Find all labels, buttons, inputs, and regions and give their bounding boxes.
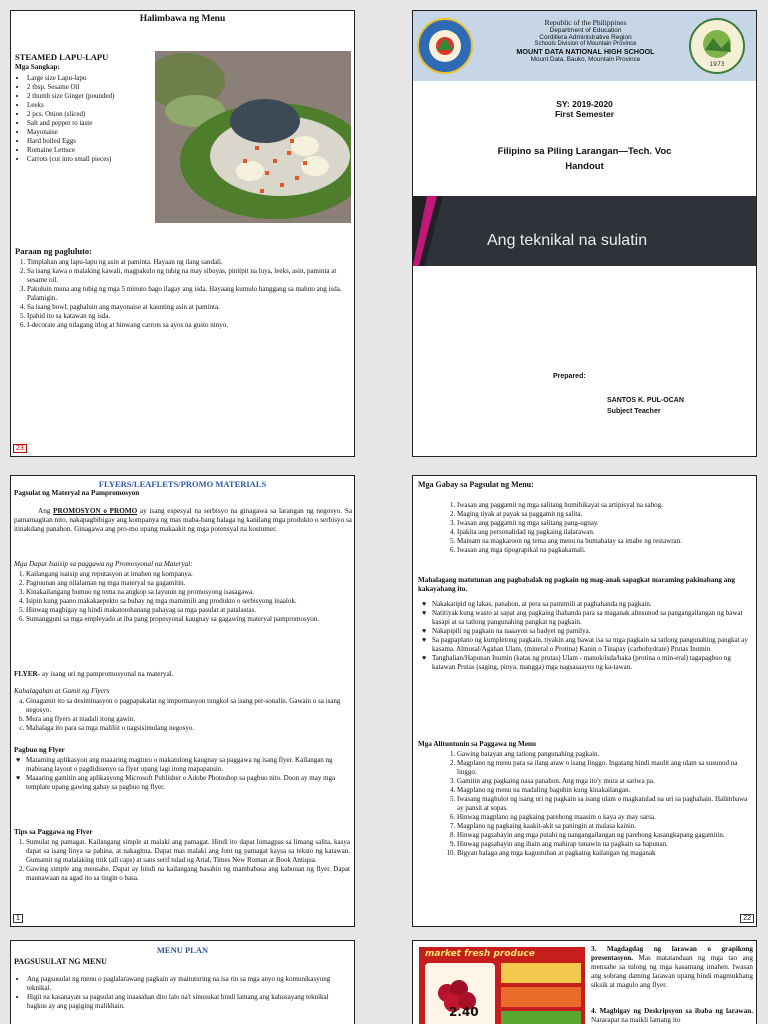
step-item: 6. I-decorate ang nilagang itlog at hinwang carrots sa ayos na gusto ninyo. [27,321,343,330]
school-name: MOUNT DATA NATIONAL HIGH SCHOOL [516,47,655,56]
ingredient-item: • Large size Lapu-lapu [27,74,163,83]
department-line: Department of Education [549,27,622,34]
important-item: ♥ Nakakatipid ng lakas, panahon, at pera sa pamimili at paghahanda ng pagkain. [432,600,753,609]
rules-label: Mga Alituntunin sa Paggawa ng Menu [418,740,537,748]
tip-3-text: Mas matatandaan ng mga tao ang mensahe sa tulong ng mga kasamang imahen. Iwasan ang sobrang daming larawan upang hindi magmukhang siksik at magulo ang flyer. [591,954,754,989]
important-label: Mahalagang matutunan ang pagbabalak ng pagkain ng mag-anak sapagkat maraming pakinabang ang kakayahang ito. [418,576,735,593]
use-item: c. Mahalaga ito para sa mga maliliit o nagsisimulang negosyo. [26,724,350,733]
school-address: Mount Data, Bauko, Mountain Province [530,56,641,63]
ingredient-item: • Leeks [27,101,163,110]
consider-list [12,570,350,624]
tip-item: 1. Sumulat ng pamagat. Kailangang simple at malaki ang pamagat. Hindi ito dapat lumagpas sa limang salita, kasya dapat sa isang linya sa pahina, at nakagitna. Dapat mas malaki ang font ng pamagat kaysa sa teksto ng katawan. Gumamit ng malalaking titik (all caps) at sans serif tulad ng Arial, Times New Roman at Book Antiqua. [26,838,350,865]
ingredients-label: Mga Sangkap: [15,63,60,71]
flyer-def-text: - ay isang uri ng pampromosyonal na materyal. [37,670,174,678]
use-item: b. Mura ang flyers at madali itong gawin. [26,715,350,724]
making-item: ♥ Maraming aplikasyon ang maaaring magturo o makatulong kaugnay sa paggawa ng isang flyer. Kailangan ng mabisang layout o pagdidisenyo sa flyer upang lagi itong mapapansin. [26,756,350,774]
page-menu-guides [412,475,757,927]
consider-item: 1. Kailangang isaisip ang reputasyon at imahen ng kompanya. [26,570,350,579]
tip-item-3 [591,945,753,990]
guide-item: 3. Iwasan ang paggamit ng mga salitang pang-ugnay. [457,519,743,528]
uses-label: Kahalagahan at Gamit ng Flyers [14,687,110,695]
intro-item: • Higit na kasanayan sa pagsulat ang inaasahan dito lalo na't sinusukat hindi lamang ang kahusayang teknikal bagkus ay ang pagiging malikhain. [27,993,349,1011]
rule-item: 4. Magplano ng menu na madaling baguhin kung kinakailangan. [457,786,751,795]
important-item: ♥ Nakapipili ng pagkain na naaayon sa badyet ng pamilya. [432,627,753,636]
ingredient-item: • 2 pcs. Onion (sliced) [27,110,163,119]
flyer-term: FLYER [14,670,38,678]
intro-term: PROMOSYON o PROMO [53,507,138,515]
consider-label: Mga Dapat Isaisip sa paggawa ng Promosyonal na Materyal: [14,560,193,568]
ingredients-list [13,74,163,164]
uses-list [12,697,350,733]
important-list [418,600,753,672]
ingredient-item: • Hard boiled Eggs [27,137,163,146]
making-item: ♥ Maaaring gamitin ang aplikasyong Microsoft Publisher o Adobe Photoshop sa pagbuo nito. Doon ay may mga template upang gawing gabay sa pagbuo ng flyer. [26,774,350,792]
tips-list [12,838,350,883]
consider-item: 2. Pagtuunan ang nilalaman ng mga materyal na gagamitin. [26,579,350,588]
page-subtitle: PAGSUSULAT NG MENU [14,957,107,966]
tip-4-text: Nararapat na maikli lamang ito [591,1016,681,1024]
intro-item: • Ang pagsusulat ng menu o paglalarawang pagkain ay maituturing na isa rin sa mga anyo ng komunikasyong teknikal. [27,975,349,993]
page-number: 1 [13,914,23,923]
page-title: Mga Gabay sa Pagsulat ng Menu: [418,480,534,489]
ingredient-item: • Mayonaise [27,128,163,137]
tip-4-heading: Magbigay ng Deskripsyon sa ibaba ng larawan. [599,1007,754,1015]
tip-4-number: 4. [591,1007,597,1015]
ingredient-item: • 2 tbsp. Sesame Oil [27,83,163,92]
important-item: ♥ Tanghalian/Hapunan Inumin (katas ng prutas) Ulam - manok/isda/baka (protina o min-eral) tagapagbuo ng katawan Prutas (saging, pinya, mangga) mga nagsasaayos ng ka-tawan. [432,654,753,672]
tip-3-heading: Magdagdag ng larawan o grapikong presentasyon. [591,945,753,962]
guides-list [443,501,743,555]
republic-line: Republic of the Philippines [544,18,627,27]
intro-paragraph [14,507,352,534]
page-menu-example [10,10,355,457]
ad-header: market fresh produce [425,949,535,959]
rule-item: 3. Gamitin ang pagkaing nasa panahon. Ang mga ito'y mura at sariwa pa. [457,777,751,786]
tip-3-number: 3. [591,945,597,953]
page-title: MENU PLAN [156,945,209,955]
banner-title: Ang teknikal na sulatin [487,232,648,249]
produce-ad-image [419,947,585,1024]
prepared-label: Prepared: [553,373,586,380]
steps-label: Paraan ng pagluluto: [15,246,92,256]
ingredient-item: • Salt and pepper to taste [27,119,163,128]
making-label: Pagbuo ng Flyer [14,746,65,754]
rule-item: 10. Bigyan halaga ang mga kagustuhan at pagkaing kailangan ng maganak [457,849,751,858]
rule-item: 1. Gawing batayan ang tatlong pangunahing pagkain. [457,750,751,759]
page-subtitle: Pagsulat ng Materyal na Pampromosyon [14,489,140,497]
ingredient-item: • Romaine Lettuce [27,146,163,155]
page-flyers [10,475,355,927]
rule-item: 7. Magplano ng pagkaing kaakit-akit sa paningin at malasa kainin. [457,822,751,831]
rule-item: 5. Iwasang maghulot ng isang uri ng pagkain sa isang ulam o magkatulad na uri sa paghahain. Halimbawa ay pansit at sopas. [457,795,751,813]
guide-item: 6. Iwasan ang mga tipograpikal na pagkakamali. [457,546,743,555]
handout-label: Handout [565,161,604,172]
ingredient-item: • 2 thumb size Ginger (pounded) [27,92,163,101]
intro-rest: ay isang espesyal na serbisyo na ginagawa sa larangan ng negosyo. Sa pamamagitan nito, nakapagbibigay ang kompanya ng mas maba-bang halaga ng kanilang mga produkto o serbisyo sa itinakdang panahon. Ginagawa ang pro-mo upang makaakit ng mga potensyal na kostumer. [14,507,353,533]
consider-item: 6. Sumangguni sa mga empleyado at iba pang propesyonal kaugnay sa gagawing materyal pampromosyon. [26,615,350,624]
author-name: SANTOS K. PUL-OCAN [607,397,684,404]
consider-item: 5. Hinwag magbigay ng hindi makatotohanang pahayag sa mga pasulat at patalastas. [26,606,350,615]
guide-item: 2. Maging tiyak at payak sa paggamit ng salita. [457,510,743,519]
use-item: a. Ginagamit ito sa desiminasyon o pagpapakalat ng impormasyon tungkol sa isang per-sonalin. Gawain o sa isang negosyo. [26,697,350,715]
title-banner [413,196,756,266]
guide-item: 1. Iwasan ang paggamit ng mga salitang humihikayat sa artipisyal na sahog. [457,501,743,510]
important-item: ♥ Natitiyak kung wasto at sapat ang pagkaing ihahanda para sa maganak alinsunod sa pangangailangan ng bawat kasapi at sa tatlong pangunahing pangkat ng pagkain. [432,609,753,627]
tip-item-4 [591,1007,753,1024]
food-photo [155,51,351,223]
step-item: 2. Sa isang kawa o malaking kawali, magpakulo ng tubig na may sibuyas, pinitpit na luya, leeks, asin, paminta at sesame oil. [27,267,343,285]
author-role: Subject Teacher [607,408,661,415]
region-line: Cordillera Administrative Region [539,34,632,41]
page-title: FLYERS/LEAFLETS/PROMO MATERIALS [98,479,267,489]
dish-name: STEAMED LAPU-LAPU [15,52,109,62]
rule-item: 6. Hinwag magplano ng pagkaing parehong maasim o kaya ay may sarsa. [457,813,751,822]
page-flyer-tips [412,940,757,1024]
rule-item: 9. Hinwag pagsabayin ang ihain ang mahirap tunawin na pagkain sa hapunan. [457,840,751,849]
step-item: 4. Sa isang bowl, paghaluin ang mayonaise at kaunting asin at paminta. [27,303,343,312]
step-item: 5. Ipahid ito sa katawan ng isda. [27,312,343,321]
ad-price: 2.40 [449,1005,479,1019]
tips-label: Tips sa Paggawa ng Flyer [14,828,93,836]
page-menu-plan [10,940,355,1024]
steps-list [13,258,343,330]
step-item: 1. Timplahan ang lapu-lapu ng asin at paminta. Hayaan ng ilang sandali. [27,258,343,267]
page-number: 23 [13,444,27,453]
school-year: SY: 2019-2020 [556,99,613,109]
school-seal-year: 1973 [709,61,725,68]
consider-item: 4. Isipin kung paano makakaepekto sa buhay ng mga mamimili ang produkto o serbisyong inaalok. [26,597,350,606]
important-item: ♥ Sa pagpaplano ng kumpletong pagkain, tiyakin ang bawat isa sa mga pagkain sa tatlong pangunahing pangkat ay kasama. Almusal/Agahan Ulam, (mineral o Protina) Kanin o Tinapay (carbohydrate) Prutas Inumin [432,636,753,654]
page-number: 22 [740,914,754,923]
deped-seal-icon [417,18,473,74]
ingredient-item: • Carrots (cut into small pieces) [27,155,163,164]
division-line: Schools Division of Mountain Province [534,41,637,47]
step-item: 3. Pakuluin muna ang tubig ng mga 5 minuto bago ilagay ang isda. Hayaang kumulo hanggang sa maluto ang isda. Palamigin. [27,285,343,303]
rules-list [443,750,751,858]
intro-prefix: Ang [38,507,51,515]
semester: First Semester [554,109,615,119]
page-cover [412,10,757,457]
course-title: Filipino sa Piling Larangan—Tech. Voc [497,146,672,157]
making-list [12,756,350,792]
intro-list [13,975,349,1011]
guide-item: 5. Mainam na magkaroon ng tema ang menu na bumabatay sa imahe ng restawran. [457,537,743,546]
page-title: Halimbawa ng Menu [139,14,226,24]
rule-item: 2. Magplano ng menu para sa ilang araw o isang linggo. Ingatang hindi maulit ang ulam sa susunod na linggo. [457,759,751,777]
flyer-definition [14,670,173,679]
consider-item: 3. Kinakailangang bumuo ng tema na angkop sa layunin ng promosyong isasagawa. [26,588,350,597]
tip-item: 2. Gawing simple ang mensahe. Dapat ay hindi na kailangang basahin ng mambabasa ang kabuuan ng flyer. Dapat maunawaan na agad ito sa tingin o basa. [26,865,350,883]
guide-item: 4. Ipakita ang personalidad ng pagkaing ilalarawan. [457,528,743,537]
rule-item: 8. Hinwag pagsabayin ang mga putahi ng nangangailangan ng parehong kasangkapang gagamitin. [457,831,751,840]
